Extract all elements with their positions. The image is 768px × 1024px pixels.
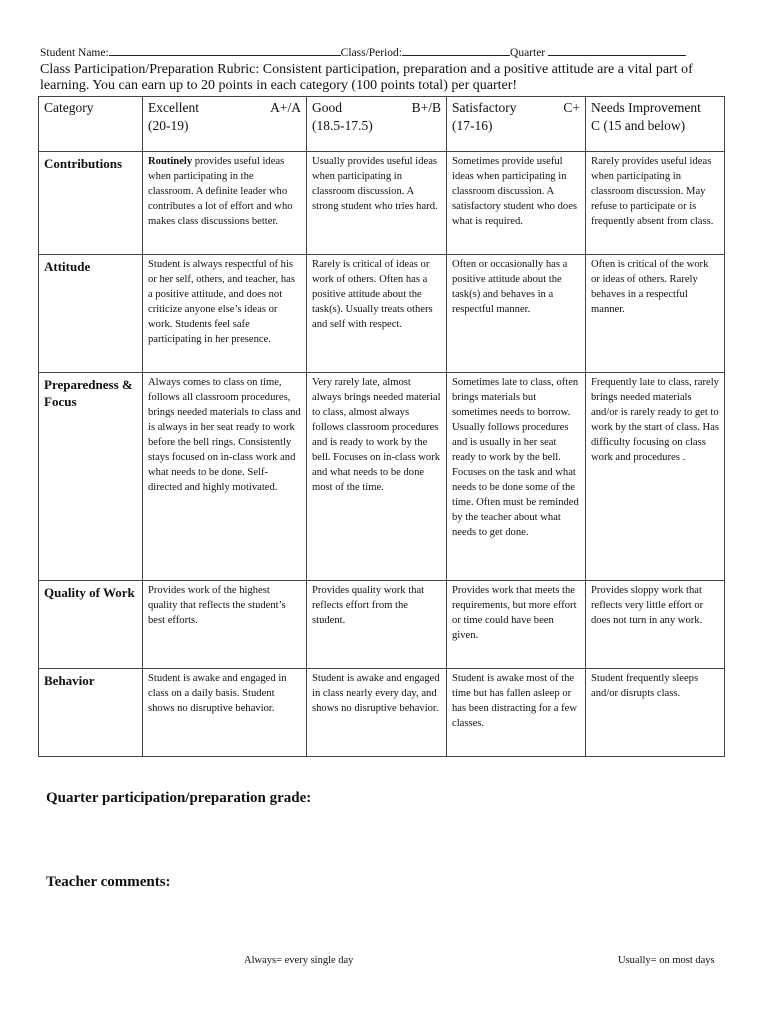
needs-improvement-cell: Often is critical of the work or ideas of others. Rarely behaves in a respectful manner. — [586, 255, 725, 373]
rubric-intro: Class Participation/Preparation Rubric: Consistent participation, preparation and a positive attitude are a vital part of learning. You can earn up to 20 points in each category (100 points total) per quarter! — [40, 62, 693, 93]
table-row — [39, 152, 725, 255]
rubric-table — [38, 96, 725, 757]
teacher-comments-label: Teacher comments: — [46, 874, 171, 890]
needs-improvement-cell: Rarely provides useful ideas when participating in classroom discussion. May refuse to participate or is frequently absent from class. — [586, 152, 725, 255]
quarter-grade-label: Quarter participation/preparation grade: — [46, 790, 312, 806]
quarter-field[interactable] — [548, 45, 686, 56]
table-row — [39, 581, 725, 669]
class-period-label: Class/Period: — [340, 47, 403, 59]
good-cell: Usually provides useful ideas when participating in classroom discussion. A strong student who tries hard. — [307, 152, 447, 255]
category-cell: Quality of Work — [39, 581, 143, 669]
table-row — [39, 373, 725, 581]
student-info-line — [40, 45, 730, 59]
excellent-cell: Always comes to class on time, follows all classroom procedures, brings needed materials to class and is always in her seat ready to work before the bell rings. Consistently stays focused on in-class work and what needs to be done. Self-directed and highly motivated. — [143, 373, 307, 581]
category-cell: Preparedness & Focus — [39, 373, 143, 581]
excellent-cell: Provides work of the highest quality that reflects the student’s best efforts. — [143, 581, 307, 669]
satisfactory-cell: Provides work that meets the requirements, but more effort or time could have been given. — [447, 581, 586, 669]
student-name-label: Student Name: — [40, 47, 109, 59]
student-name-field[interactable] — [109, 45, 341, 56]
needs-improvement-cell: Student frequently sleeps and/or disrupts class. — [586, 669, 725, 757]
level-header-good: Good B+/B (18.5-17.5) — [307, 97, 447, 152]
table-row — [39, 669, 725, 757]
footnote-usually: Usually= on most days — [618, 955, 715, 966]
satisfactory-cell: Often or occasionally has a positive attitude about the task(s) and behaves in a respectful manner. — [447, 255, 586, 373]
category-cell: Behavior — [39, 669, 143, 757]
table-header-row — [39, 97, 725, 152]
excellent-cell: Routinely provides useful ideas when participating in the classroom. A definite leader who contributes a lot of effort and who makes class discussions better. — [143, 152, 307, 255]
category-cell: Contributions — [39, 152, 143, 255]
level-header-excellent: Excellent A+/A (20-19) — [143, 97, 307, 152]
category-header: Category — [39, 97, 143, 152]
needs-improvement-cell: Frequently late to class, rarely brings needed materials and/or is rarely ready to get to work by the start of class. Has difficulty focusing on class work and procedures . — [586, 373, 725, 581]
good-cell: Rarely is critical of ideas or work of others. Often has a positive attitude about the task(s). Usually treats others and self with respect. — [307, 255, 447, 373]
quarter-label: Quarter — [510, 47, 546, 59]
needs-improvement-cell: Provides sloppy work that reflects very little effort or does not turn in any work. — [586, 581, 725, 669]
class-period-field[interactable] — [402, 45, 510, 56]
good-cell: Provides quality work that reflects effort from the student. — [307, 581, 447, 669]
level-header-needs-improvement: Needs Improvement C (15 and below) — [586, 97, 725, 152]
excellent-cell: Student is awake and engaged in class on a daily basis. Student shows no disruptive behavior. — [143, 669, 307, 757]
level-header-satisfactory: Satisfactory C+ (17-16) — [447, 97, 586, 152]
table-row — [39, 255, 725, 373]
footnote-always: Always= every single day — [244, 955, 354, 966]
good-cell: Very rarely late, almost always brings needed material to class, almost always follows classroom procedures and is ready to work by the bell. Focuses on in-class work and what needs to be done most of the time. — [307, 373, 447, 581]
excellent-cell: Student is always respectful of his or her self, others, and teacher, has a positive attitude, and does not criticize anyone else’s ideas or work. Students feel safe participating in her presence. — [143, 255, 307, 373]
good-cell: Student is awake and engaged in class nearly every day, and shows no disruptive behavior. — [307, 669, 447, 757]
category-cell: Attitude — [39, 255, 143, 373]
satisfactory-cell: Student is awake most of the time but has fallen asleep or has been distracting for a few classes. — [447, 669, 586, 757]
satisfactory-cell: Sometimes late to class, often brings materials but sometimes needs to borrow. Usually follows procedures and is usually in her seat ready to work by the bell. Focuses on the task and what needs to be done some of the time. Often must be reminded by the teacher about what needs to get done. — [447, 373, 586, 581]
satisfactory-cell: Sometimes provide useful ideas when participating in classroom discussion. A satisfactory student who does what is required. — [447, 152, 586, 255]
